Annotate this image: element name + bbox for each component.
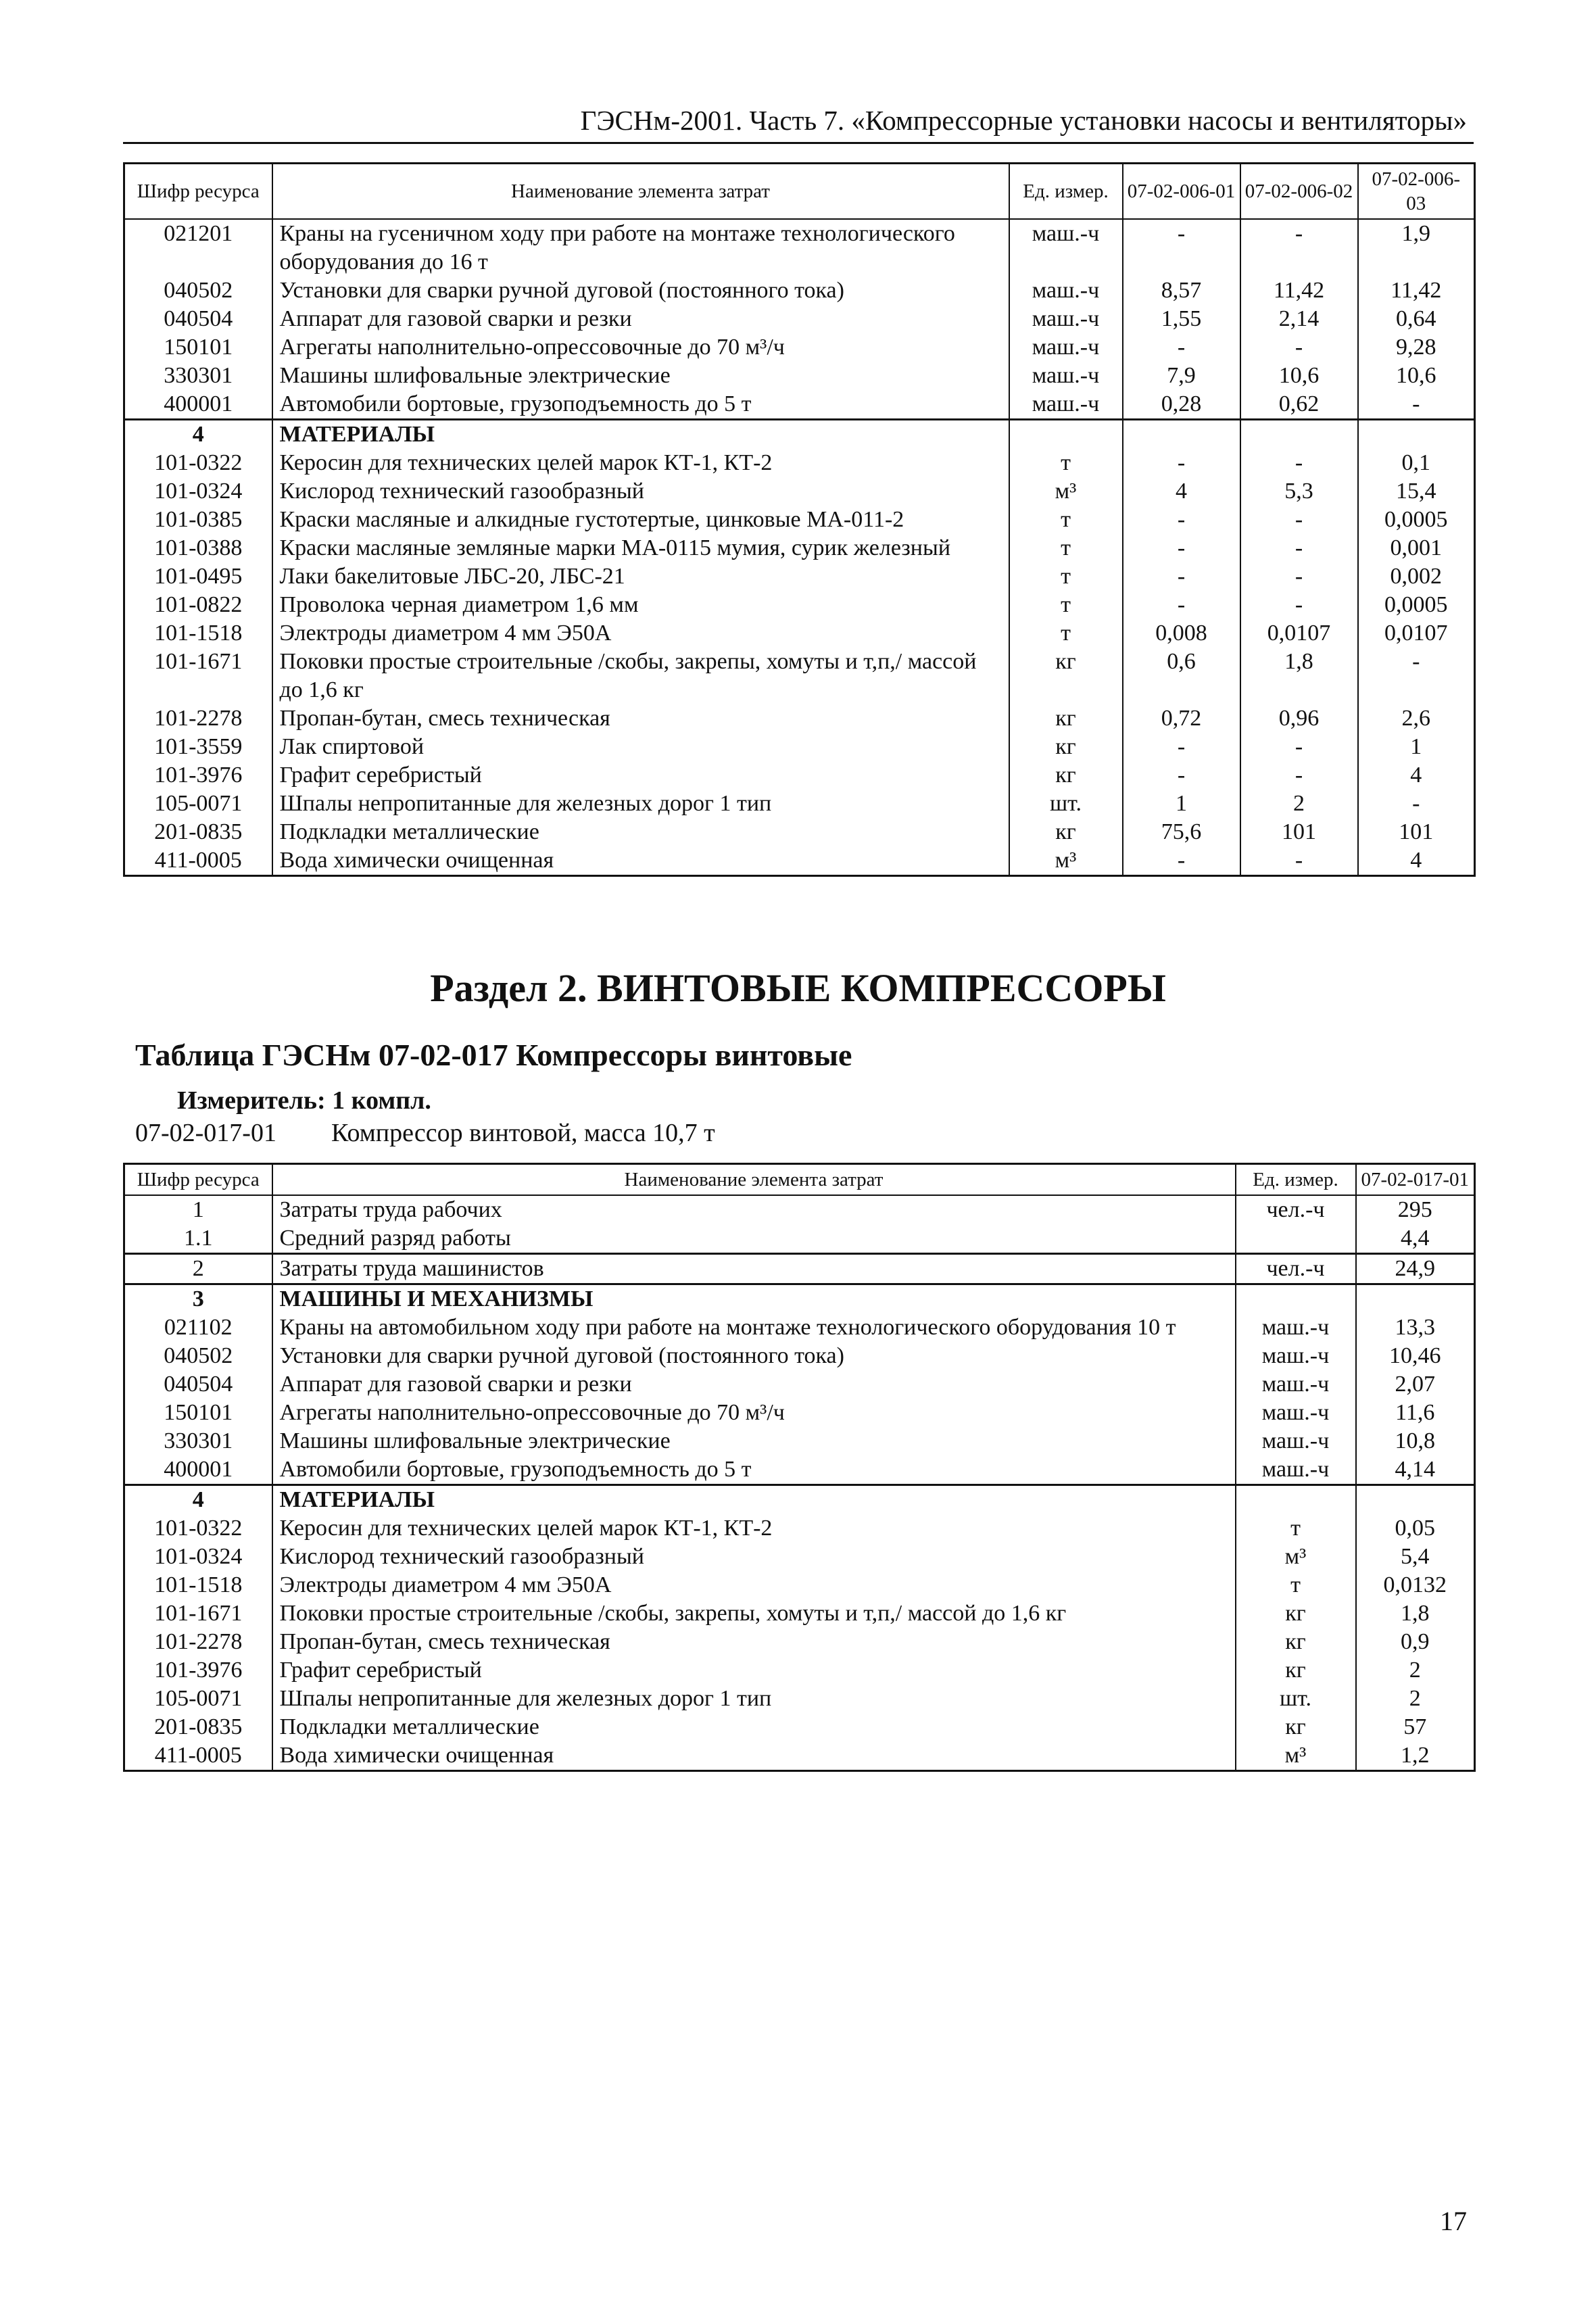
resource-code: 330301 <box>124 1427 272 1455</box>
value-cell-1: - <box>1123 219 1240 276</box>
unit-cell: кг <box>1009 704 1123 733</box>
resource-name: Графит серебристый <box>272 1656 1236 1685</box>
table-row <box>124 1370 1475 1399</box>
value-cell-1 <box>1356 1284 1475 1314</box>
value-cell-3: 9,28 <box>1358 333 1475 362</box>
resource-code: 400001 <box>124 390 272 420</box>
resource-code: 150101 <box>124 1399 272 1427</box>
page-header <box>123 101 1474 144</box>
resource-code: 101-0388 <box>124 534 272 562</box>
value-cell-3: 0,0107 <box>1358 619 1475 648</box>
table-row <box>124 733 1475 761</box>
resource-name: Затраты труда рабочих <box>272 1195 1236 1224</box>
resource-name: Лак спиртовой <box>272 733 1009 761</box>
value-cell-3: 10,6 <box>1358 362 1475 390</box>
resource-name: Подкладки металлические <box>272 1713 1236 1741</box>
resource-code: 101-0385 <box>124 506 272 534</box>
value-cell-3: 15,4 <box>1358 477 1475 506</box>
resource-name: Кислород технический газообразный <box>272 477 1009 506</box>
unit-cell: маш.-ч <box>1236 1313 1356 1342</box>
unit-cell: м³ <box>1009 846 1123 876</box>
value-cell-1: - <box>1123 506 1240 534</box>
resource-name: Лаки бакелитовые ЛБС-20, ЛБС-21 <box>272 562 1009 591</box>
resource-code: 101-0322 <box>124 1514 272 1543</box>
table-row <box>124 818 1475 846</box>
col-header-006-02: 07-02-006-02 <box>1240 164 1358 220</box>
unit-cell: маш.-ч <box>1236 1455 1356 1485</box>
resource-code: 330301 <box>124 362 272 390</box>
table-row <box>124 1399 1475 1427</box>
resource-code: 105-0071 <box>124 790 272 818</box>
unit-cell <box>1236 1485 1356 1515</box>
col-header-name: Наименование элемента затрат <box>272 164 1009 220</box>
value-cell-1: 57 <box>1356 1713 1475 1741</box>
value-cell-2: 0,0107 <box>1240 619 1358 648</box>
unit-cell: т <box>1009 591 1123 619</box>
value-cell-1: 1,55 <box>1123 305 1240 333</box>
value-cell-3: 0,002 <box>1358 562 1475 591</box>
table-row <box>124 362 1475 390</box>
value-cell-1: 8,57 <box>1123 276 1240 305</box>
resource-code: 2 <box>124 1254 272 1284</box>
unit-cell: маш.-ч <box>1236 1427 1356 1455</box>
table-row <box>124 305 1475 333</box>
resource-name: МАТЕРИАЛЫ <box>272 420 1009 450</box>
table-row <box>124 1195 1475 1224</box>
resource-name: Проволока черная диаметром 1,6 мм <box>272 591 1009 619</box>
resource-code: 101-0495 <box>124 562 272 591</box>
value-cell-1: 7,9 <box>1123 362 1240 390</box>
table-row <box>124 1485 1475 1515</box>
unit-cell: кг <box>1236 1713 1356 1741</box>
table-row <box>124 1543 1475 1571</box>
value-cell-3: 101 <box>1358 818 1475 846</box>
value-cell-3: - <box>1358 790 1475 818</box>
unit-cell: чел.-ч <box>1236 1254 1356 1284</box>
value-cell-2: - <box>1240 591 1358 619</box>
resource-code: 101-1518 <box>124 1571 272 1599</box>
col-header-unit: Ед. измер. <box>1009 164 1123 220</box>
resource-name: Пропан-бутан, смесь техническая <box>272 704 1009 733</box>
unit-cell: маш.-ч <box>1009 333 1123 362</box>
value-cell-1: 0,05 <box>1356 1514 1475 1543</box>
value-cell-2 <box>1240 420 1358 450</box>
table-row <box>124 1427 1475 1455</box>
table-row <box>124 1342 1475 1370</box>
value-cell-1: - <box>1123 562 1240 591</box>
table-row <box>124 477 1475 506</box>
table-row <box>124 619 1475 648</box>
value-cell-1: 0,72 <box>1123 704 1240 733</box>
unit-cell: м³ <box>1009 477 1123 506</box>
resource-code: 101-0822 <box>124 591 272 619</box>
unit-cell: м³ <box>1236 1543 1356 1571</box>
col-header-017-01: 07-02-017-01 <box>1356 1164 1475 1196</box>
value-cell-3: - <box>1358 648 1475 704</box>
resource-name: Затраты труда машинистов <box>272 1254 1236 1284</box>
table-row <box>124 591 1475 619</box>
resource-name: Краски масляные и алкидные густотертые, цинковые МА-011-2 <box>272 506 1009 534</box>
value-cell-3: 1,9 <box>1358 219 1475 276</box>
table-row <box>124 1656 1475 1685</box>
unit-cell <box>1009 420 1123 450</box>
table-row <box>124 1628 1475 1656</box>
value-cell-1: - <box>1123 761 1240 790</box>
resource-name: Графит серебристый <box>272 761 1009 790</box>
resource-code: 201-0835 <box>124 818 272 846</box>
resource-name: Электроды диаметром 4 мм Э50А <box>272 1571 1236 1599</box>
value-cell-2: 10,6 <box>1240 362 1358 390</box>
table-row <box>124 648 1475 704</box>
resource-name: Вода химически очищенная <box>272 1741 1236 1771</box>
resource-code: 101-2278 <box>124 704 272 733</box>
value-cell-1: 1,2 <box>1356 1741 1475 1771</box>
unit-cell: чел.-ч <box>1236 1195 1356 1224</box>
value-cell-3: 11,42 <box>1358 276 1475 305</box>
resource-name: Вода химически очищенная <box>272 846 1009 876</box>
unit-cell: т <box>1009 562 1123 591</box>
unit-cell: кг <box>1236 1628 1356 1656</box>
value-cell-1: - <box>1123 333 1240 362</box>
resource-name: Кислород технический газообразный <box>272 1543 1236 1571</box>
table-row <box>124 449 1475 477</box>
resource-code: 201-0835 <box>124 1713 272 1741</box>
col-header-name: Наименование элемента затрат <box>272 1164 1236 1196</box>
unit-cell: маш.-ч <box>1009 276 1123 305</box>
unit-cell: маш.-ч <box>1009 390 1123 420</box>
value-cell-2: 0,96 <box>1240 704 1358 733</box>
table-row <box>124 333 1475 362</box>
resource-name: Автомобили бортовые, грузоподъемность до 5 т <box>272 390 1009 420</box>
resource-name: МАТЕРИАЛЫ <box>272 1485 1236 1515</box>
value-cell-1: - <box>1123 846 1240 876</box>
value-cell-2: - <box>1240 449 1358 477</box>
resource-name: Установки для сварки ручной дуговой (постоянного тока) <box>272 1342 1236 1370</box>
table-row <box>124 1741 1475 1771</box>
resource-name: Керосин для технических целей марок КТ-1, КТ-2 <box>272 449 1009 477</box>
unit-cell: маш.-ч <box>1236 1370 1356 1399</box>
table-row <box>124 1313 1475 1342</box>
value-cell-2: 0,62 <box>1240 390 1358 420</box>
col-header-006-01: 07-02-006-01 <box>1123 164 1240 220</box>
value-cell-2: - <box>1240 534 1358 562</box>
table-row <box>124 1713 1475 1741</box>
resource-code: 021201 <box>124 219 272 276</box>
table-row <box>124 420 1475 450</box>
value-cell-1: - <box>1123 591 1240 619</box>
value-cell-1 <box>1123 420 1240 450</box>
value-cell-1: - <box>1123 733 1240 761</box>
col-header-code: Шифр ресурса <box>124 1164 272 1196</box>
section-title: Раздел 2. ВИНТОВЫЕ КОМПРЕССОРЫ <box>430 966 1166 1010</box>
value-cell-1: 0,6 <box>1123 648 1240 704</box>
table-title: Таблица ГЭСНм 07-02-017 Компрессоры винтовые <box>135 1038 852 1072</box>
value-cell-2: 2 <box>1240 790 1358 818</box>
resource-name: Пропан-бутан, смесь техническая <box>272 1628 1236 1656</box>
unit-cell: шт. <box>1236 1685 1356 1713</box>
unit-cell: маш.-ч <box>1009 219 1123 276</box>
value-cell-3: 0,0005 <box>1358 591 1475 619</box>
table-row <box>124 562 1475 591</box>
unit-cell: кг <box>1009 818 1123 846</box>
value-cell-2: - <box>1240 562 1358 591</box>
table-row <box>124 1254 1475 1284</box>
table-row <box>124 1599 1475 1628</box>
col-header-006-03: 07-02-006-03 <box>1358 164 1475 220</box>
value-cell-1: 0,0132 <box>1356 1571 1475 1599</box>
table-row <box>124 761 1475 790</box>
table-row <box>124 1224 1475 1254</box>
value-cell-1: 5,4 <box>1356 1543 1475 1571</box>
value-cell-1: 10,46 <box>1356 1342 1475 1370</box>
unit-cell: кг <box>1009 648 1123 704</box>
unit-cell: т <box>1236 1514 1356 1543</box>
value-cell-1: 10,8 <box>1356 1427 1475 1455</box>
col-header-unit: Ед. измер. <box>1236 1164 1356 1196</box>
table-row <box>124 790 1475 818</box>
value-cell-1: 2,07 <box>1356 1370 1475 1399</box>
value-cell-3: 4 <box>1358 846 1475 876</box>
value-cell-1: 24,9 <box>1356 1254 1475 1284</box>
norm-code: 07-02-017-01 <box>135 1119 276 1147</box>
resource-table-017 <box>123 1163 1476 1772</box>
value-cell-1: 2 <box>1356 1656 1475 1685</box>
value-cell-1: 0,9 <box>1356 1628 1475 1656</box>
resource-code: 101-0324 <box>124 1543 272 1571</box>
value-cell-1: - <box>1123 449 1240 477</box>
table-row <box>124 1571 1475 1599</box>
resource-name: МАШИНЫ И МЕХАНИЗМЫ <box>272 1284 1236 1314</box>
table-row <box>124 506 1475 534</box>
resource-name: Автомобили бортовые, грузоподъемность до 5 т <box>272 1455 1236 1485</box>
resource-name: Аппарат для газовой сварки и резки <box>272 1370 1236 1399</box>
resource-name: Шпалы непропитанные для железных дорог 1 тип <box>272 1685 1236 1713</box>
resource-name: Агрегаты наполнительно-опрессовочные до 70 м³/ч <box>272 333 1009 362</box>
table-row <box>124 276 1475 305</box>
resource-code: 411-0005 <box>124 846 272 876</box>
unit-cell: кг <box>1009 761 1123 790</box>
unit-cell: кг <box>1236 1599 1356 1628</box>
resource-name: Поковки простые строительные /скобы, закрепы, хомуты и т,п,/ массой до 1,6 кг <box>272 1599 1236 1628</box>
page-header-title: ГЭСНм-2001. Часть 7. «Компрессорные установки насосы и вентиляторы» <box>580 105 1467 136</box>
resource-name: Агрегаты наполнительно-опрессовочные до 70 м³/ч <box>272 1399 1236 1427</box>
table-row <box>124 534 1475 562</box>
resource-code: 1.1 <box>124 1224 272 1254</box>
resource-code: 150101 <box>124 333 272 362</box>
value-cell-3 <box>1358 420 1475 450</box>
resource-code: 101-3559 <box>124 733 272 761</box>
resource-name: Средний разряд работы <box>272 1224 1236 1254</box>
resource-name: Машины шлифовальные электрические <box>272 362 1009 390</box>
table-row <box>124 1685 1475 1713</box>
resource-name: Поковки простые строительные /скобы, закрепы, хомуты и т,п,/ массой до 1,6 кг <box>272 648 1009 704</box>
measure-unit: Измеритель: 1 компл. <box>177 1086 431 1115</box>
resource-code: 040504 <box>124 1370 272 1399</box>
resource-code: 101-2278 <box>124 1628 272 1656</box>
value-cell-1: - <box>1123 534 1240 562</box>
value-cell-2: - <box>1240 219 1358 276</box>
resource-code: 4 <box>124 1485 272 1515</box>
resource-code: 411-0005 <box>124 1741 272 1771</box>
resource-code: 040502 <box>124 1342 272 1370</box>
unit-cell: т <box>1009 449 1123 477</box>
resource-code: 101-1671 <box>124 648 272 704</box>
resource-name: Установки для сварки ручной дуговой (постоянного тока) <box>272 276 1009 305</box>
table-row <box>124 390 1475 420</box>
resource-code: 040502 <box>124 276 272 305</box>
resource-code: 3 <box>124 1284 272 1314</box>
unit-cell: т <box>1236 1571 1356 1599</box>
value-cell-1: 1,8 <box>1356 1599 1475 1628</box>
resource-code: 1 <box>124 1195 272 1224</box>
value-cell-2: - <box>1240 761 1358 790</box>
unit-cell: маш.-ч <box>1236 1342 1356 1370</box>
value-cell-2: 2,14 <box>1240 305 1358 333</box>
value-cell-1: 11,6 <box>1356 1399 1475 1427</box>
value-cell-2: 1,8 <box>1240 648 1358 704</box>
table-row <box>124 1514 1475 1543</box>
unit-cell: кг <box>1236 1656 1356 1685</box>
value-cell-2: - <box>1240 333 1358 362</box>
resource-name: Аппарат для газовой сварки и резки <box>272 305 1009 333</box>
value-cell-2: 5,3 <box>1240 477 1358 506</box>
unit-cell: кг <box>1009 733 1123 761</box>
resource-code: 101-1671 <box>124 1599 272 1628</box>
resource-code: 101-0324 <box>124 477 272 506</box>
value-cell-3: 0,001 <box>1358 534 1475 562</box>
resource-name: Краски масляные земляные марки МА-0115 мумия, сурик железный <box>272 534 1009 562</box>
value-cell-3: 0,0005 <box>1358 506 1475 534</box>
resource-code: 400001 <box>124 1455 272 1485</box>
unit-cell: шт. <box>1009 790 1123 818</box>
value-cell-2: - <box>1240 733 1358 761</box>
value-cell-3: 2,6 <box>1358 704 1475 733</box>
page-number: 17 <box>1440 2206 1467 2236</box>
unit-cell: м³ <box>1236 1741 1356 1771</box>
value-cell-1: 13,3 <box>1356 1313 1475 1342</box>
unit-cell <box>1236 1224 1356 1254</box>
resource-code: 101-3976 <box>124 761 272 790</box>
value-cell-2: - <box>1240 506 1358 534</box>
col-header-code: Шифр ресурса <box>124 164 272 220</box>
resource-code: 101-1518 <box>124 619 272 648</box>
value-cell-1: 0,008 <box>1123 619 1240 648</box>
resource-name: Краны на автомобильном ходу при работе на монтаже технологического оборудования 10 т <box>272 1313 1236 1342</box>
table-row <box>124 1455 1475 1485</box>
resource-name: Керосин для технических целей марок КТ-1, КТ-2 <box>272 1514 1236 1543</box>
value-cell-1: 4,14 <box>1356 1455 1475 1485</box>
value-cell-1: 2 <box>1356 1685 1475 1713</box>
value-cell-1: 75,6 <box>1123 818 1240 846</box>
value-cell-3: 4 <box>1358 761 1475 790</box>
resource-code: 4 <box>124 420 272 450</box>
unit-cell: т <box>1009 619 1123 648</box>
resource-name: Машины шлифовальные электрические <box>272 1427 1236 1455</box>
resource-table-006 <box>123 162 1476 877</box>
table-row <box>124 1284 1475 1314</box>
resource-name: Электроды диаметром 4 мм Э50А <box>272 619 1009 648</box>
value-cell-1: 295 <box>1356 1195 1475 1224</box>
value-cell-1: 4,4 <box>1356 1224 1475 1254</box>
norm-name: Компрессор винтовой, масса 10,7 т <box>331 1119 715 1147</box>
unit-cell: маш.-ч <box>1236 1399 1356 1427</box>
value-cell-2: 11,42 <box>1240 276 1358 305</box>
resource-code: 101-3976 <box>124 1656 272 1685</box>
value-cell-1: 4 <box>1123 477 1240 506</box>
table-row <box>124 846 1475 876</box>
resource-code: 105-0071 <box>124 1685 272 1713</box>
unit-cell: маш.-ч <box>1009 305 1123 333</box>
value-cell-3: 0,1 <box>1358 449 1475 477</box>
unit-cell: т <box>1009 506 1123 534</box>
resource-code: 040504 <box>124 305 272 333</box>
value-cell-2: 101 <box>1240 818 1358 846</box>
value-cell-3: 0,64 <box>1358 305 1475 333</box>
unit-cell: т <box>1009 534 1123 562</box>
resource-name: Подкладки металлические <box>272 818 1009 846</box>
value-cell-2: - <box>1240 846 1358 876</box>
value-cell-3: 1 <box>1358 733 1475 761</box>
value-cell-1: 1 <box>1123 790 1240 818</box>
table-row <box>124 219 1475 276</box>
resource-name: Краны на гусеничном ходу при работе на монтаже технологического оборудования до 16 т <box>272 219 1009 276</box>
unit-cell: маш.-ч <box>1009 362 1123 390</box>
resource-code: 021102 <box>124 1313 272 1342</box>
value-cell-3: - <box>1358 390 1475 420</box>
value-cell-1 <box>1356 1485 1475 1515</box>
unit-cell <box>1236 1284 1356 1314</box>
resource-name: Шпалы непропитанные для железных дорог 1 тип <box>272 790 1009 818</box>
resource-code: 101-0322 <box>124 449 272 477</box>
table-row <box>124 704 1475 733</box>
value-cell-1: 0,28 <box>1123 390 1240 420</box>
